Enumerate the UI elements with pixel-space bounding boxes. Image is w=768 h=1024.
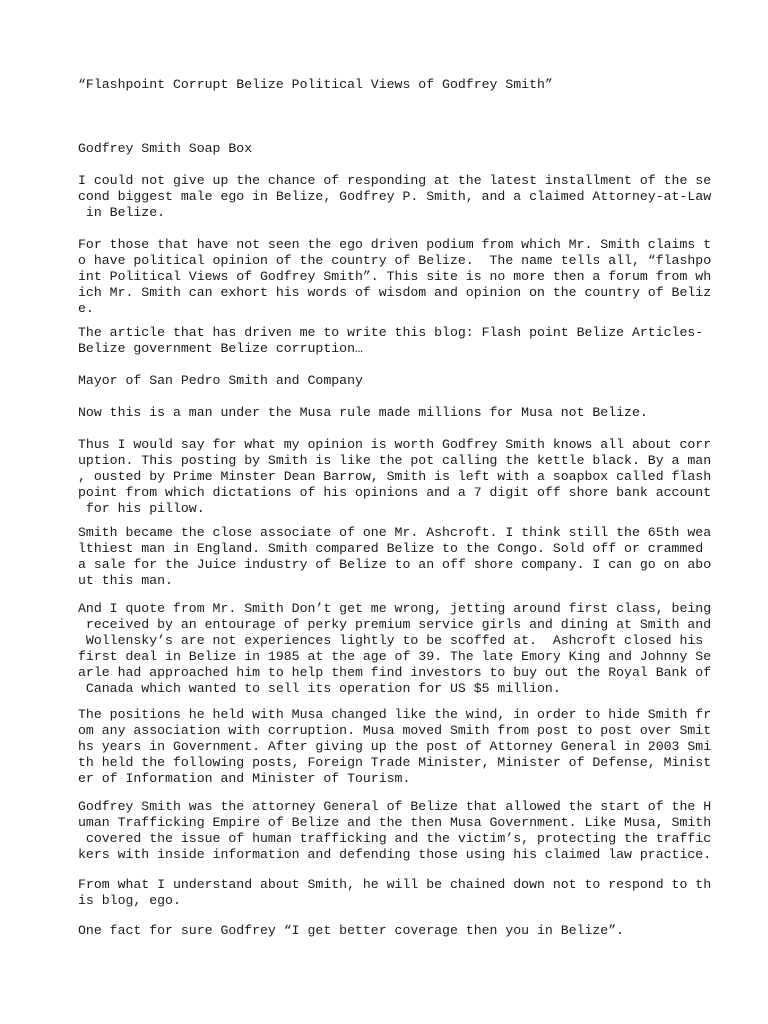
paragraph-mayor: Mayor of San Pedro Smith and Company [78, 373, 363, 388]
paragraph-trafficking: Godfrey Smith was the attorney General of Belize that allowed the start of the H uman Trafficking Empire of Belize and the then Musa Government. Like Musa, Smith covered the issue of human trafficking and the victim’s, protecting the traffic kers with inside information and defending those using his claimed law practice. [78, 799, 712, 862]
document-title: “Flashpoint Corrupt Belize Political Views of Godfrey Smith” [78, 77, 553, 92]
paragraph-positions: The positions he held with Musa changed like the wind, in order to hide Smith fr om any association with corruption. Musa moved Smith from post to post over Smit hs years in Government. After giving up the post of Attorney General in 2003 Smi th held the following posts, Foreign Trade Minister, Minister of Defense, Minist er of Information and Minister of Tourism. [78, 707, 712, 786]
paragraph-podium: For those that have not seen the ego driven podium from which Mr. Smith claims t o have political opinion of the country of Belize. The name tells all, “flashpo int Political Views of Godfrey Smith”. This site is no more then a forum from wh ich Mr. Smith can exhort his words of wisdom and opinion on the country of Beliz e. [78, 237, 712, 316]
paragraph-musa-rule: Now this is a man under the Musa rule made millions for Musa not Belize. [78, 405, 648, 420]
paragraph-closing: One fact for sure Godfrey “I get better coverage then you in Belize”. [78, 923, 625, 938]
paragraph-intro: I could not give up the chance of responding at the latest installment of the se cond biggest male ego in Belize, Godfrey P. Smith, and a claimed Attorney-at-Law in Belize. [78, 173, 712, 220]
paragraph-article: The article that has driven me to write this blog: Flash point Belize Articles- Belize government Belize corruption… [78, 325, 704, 356]
paragraph-ashcroft: Smith became the close associate of one Mr. Ashcroft. I think still the 65th wea lthiest man in England. Smith compared Belize to the Congo. Sold off or crammed a sale for the Juice industry of Belize to an off shore company. I can go on abo ut this man. [78, 525, 712, 588]
paragraph-quote: And I quote from Mr. Smith Don’t get me wrong, jetting around first class, being received by an entourage of perky premium service girls and dining at Smith and Wollensky’s are not experiences lightly to be scoffed at. Ashcroft closed his first deal in Belize in 1985 at the age of 39. The late Emory King and Johnny Se arle had approached him to help them find investors to buy out the Royal Bank of Canada which wanted to sell its operation for US $5 million. [78, 601, 712, 696]
section-heading: Godfrey Smith Soap Box [78, 141, 253, 156]
paragraph-corruption: Thus I would say for what my opinion is worth Godfrey Smith knows all about corr uption. This posting by Smith is like the pot calling the kettle black. By a man , ousted by Prime Minster Dean Barrow, Smith is left with a soapbox called flash point from which dictations of his opinions and a 7 digit off shore bank account for his pillow. [78, 437, 712, 516]
paragraph-chained: From what I understand about Smith, he will be chained down not to respond to th is blog, ego. [78, 877, 712, 908]
